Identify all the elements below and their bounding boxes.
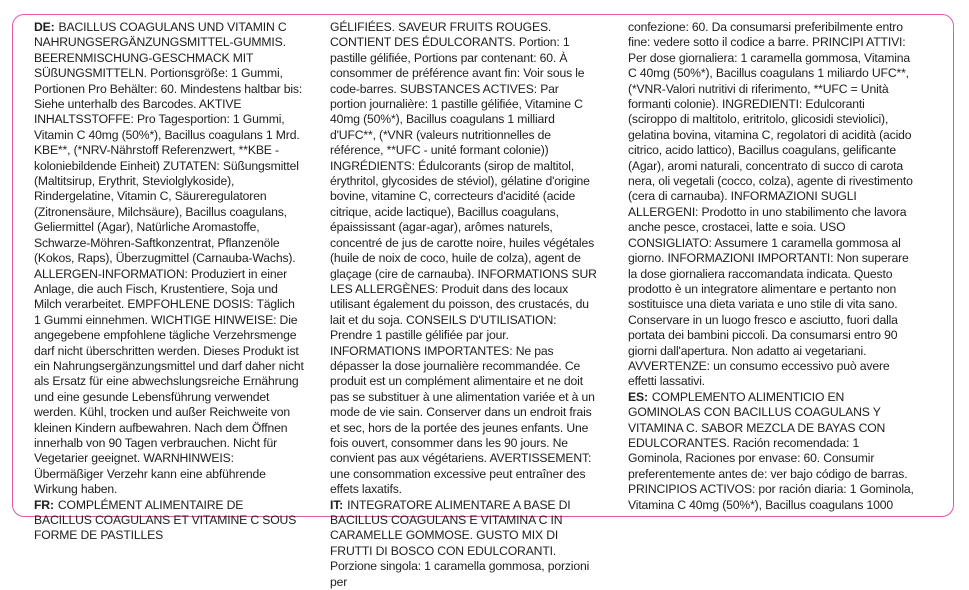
- language-code-es: ES:: [628, 389, 648, 404]
- text-column-3: [628, 20, 914, 510]
- section-es-text: COMPLEMENTO ALIMENTICIO EN GOMINOLAS CON BACILLUS COAGULANS Y VITAMINA C. SABOR MEZCLA DE BAYAS CON EDULCORANTES. Ración recomendada: 1 Gominola, Raciones por envase: 60. Consumir preferentemente antes de: ver bajo código de barras. PRINCIPIOS ACTIVOS: por ración diaria: 1 Gominola, Vitamina C 40mg (50%*), Bacillus coagulans 1000: [628, 389, 914, 512]
- section-fr-text-part2: GÉLIFIÉES. SAVEUR FRUITS ROUGES. CONTIENT DES ÉDULCORANTS. Portion: 1 pastille gélifiée, Portions par contenant: 60. À consommer de préférence avant fin: Voir sous le code-barres. SUBSTANCES ACTIVES: Par portion journalière: 1 pastille gélifiée, Vitamine C 40mg (50%*), Bacillus coagulans 1 milliard d'UFC**, (*VNR (valeurs nutritionnelles de référence, **UFC - unité formant colonie)) INGRÉDIENTS: Édulcorants (sirop de maltitol, érythritol, glycosides de stéviol), gélatine d'origine bovine, vitamine C, correcteurs d'acidité (acide citrique, acide lactique), Bacillus coagulans, épaississant (agar-agar), arômes naturels, concentré de jus de carotte noire, huiles végétales (huile de noix de coco, huile de colza), agent de glaçage (cire de carnauba). INFORMATIONS SUR LES ALLERGÈNES: Produit dans des locaux utilisant également du poisson, des crustacés, du lait et du soja. CONSEILS D'UTILISATION: Prendre 1 pastille gélifiée par jour. INFORMATIONS IMPORTANTES: Ne pas dépasser la dose journalière recommandée. Ce produit est un complément alimentaire et ne doit pas se substituer à une alimentation variée et à un mode de vie sain. Conserver dans un endroit frais et sec, hors de la portée des jeunes enfants. Une fois ouvert, consommer dans les 90 jours. Ne convient pas aux végétariens. AVERTISSEMENT: une consommation excessive peut entraîner des effets laxatifs.: [330, 20, 597, 497]
- section-it-continued: [628, 20, 914, 390]
- text-column-2: [330, 20, 598, 589]
- language-code-it: IT:: [330, 497, 344, 512]
- section-fr-start: [34, 498, 304, 544]
- text-column-1: [34, 20, 304, 543]
- section-es: [628, 390, 914, 513]
- section-fr-text-part1: COMPLÉMENT ALIMENTAIRE DE BACILLUS COAGULANS ET VITAMINE C SOUS FORME DE PASTILLES: [34, 497, 297, 543]
- section-it-start: [330, 498, 598, 590]
- section-de-text: BACILLUS COAGULANS UND VITAMIN C NAHRUNGSERGÄNZUNGSMITTEL-GUMMIS. BEERENMISCHUNG-GESCHMACK MIT SÜßUNGSMITTELN. Portionsgröße: 1 Gummi, Portionen Pro Behälter: 60. Mindestens haltbar bis: Siehe unterhalb des Barcodes. AKTIVE INHALTSSTOFFE: Pro Tagesportion: 1 Gummi, Vitamin C 40mg (50%*), Bacillus coagulans 1 Mrd. KBE**, (*NRV-Nährstoff Referenzwert, **KBE - koloniebildende Einheit) ZUTATEN: Süßungsmittel (Maltitsirup, Erythrit, Steviolglykoside), Rindergelatine, Vitamin C, Säureregulatoren (Zitronensäure, Milchsäure), Bacillus coagulans, Geliermittel (Agar), Natürliche Aromastoffe, Schwarze-Möhren-Saftkonzentrat, Pflanzenöle (Kokos, Raps), Überzugmittel (Carnauba-Wachs). ALLERGEN-INFORMATION: Produziert in einer Anlage, die auch Fisch, Krustentiere, Soja und Milch verarbeitet. EMPFOHLENE DOSIS: Täglich 1 Gummi einnehmen. WICHTIGE HINWEISE: Die angegebene empfohlene tägliche Verzehrsmenge darf nicht überschritten werden. Dieses Produkt ist ein Nahrungsergänzungsmittel und darf daher nicht als Ersatz für eine abwechslungsreiche Ernährung und eine gesunde Lebensführung verwendet werden. Kühl, trocken und außer Reichweite von kleinen Kindern aufbewahren. Nach dem Öffnen innerhalb von 90 Tagen verbrauchen. Nicht für Vegetarier geeignet. WARNHINWEIS: Übermäßiger Verzehr kann eine abführende Wirkung haben.: [34, 20, 304, 497]
- section-de: [34, 20, 304, 498]
- section-fr-continued: [330, 20, 598, 498]
- section-it-text-part2: confezione: 60. Da consumarsi preferibilmente entro fine: vedere sotto il codice a barre. PRINCIPI ATTIVI: Per dose giornaliera: 1 caramella gommosa, Vitamina C 40mg (50%*), Bacillus coagulans 1 miliardo UFC**, (*VNR-Valori nutritivi di riferimento, **UFC = Unità formanti colonie). INGREDIENTI: Edulcoranti (sciroppo di maltitolo, eritritolo, glicosidi steviolici), gelatina bovina, vitamina C, regolatori di acidità (acido citrico, acido lattico), Bacillus coagulans, gelificante (Agar), aromi naturali, concentrato di succo di carota nera, oli vegetali (cocco, colza), agente di rivestimento (cera di carnauba). INFORMAZIONI SUGLI ALLERGENI: Prodotto in uno stabilimento che lavora anche pesce, crostacei, latte e soia. USO CONSIGLIATO: Assumere 1 caramella gommosa al giorno. INFORMAZIONI IMPORTANTI: Non superare la dose giornaliera raccomandata indicata. Questo prodotto è un integratore alimentare e pertanto non sostituisce una dieta variata e uno stile di vita sano. Conservare in un luogo fresco e asciutto, fuori dalla portata dei bambini piccoli. Da consumarsi entro 90 giorni dall'apertura. Non adatto ai vegetariani. AVVERTENZE: un consumo eccessivo può avere effetti lassativi.: [628, 20, 913, 389]
- language-code-de: DE:: [34, 20, 55, 34]
- language-code-fr: FR:: [34, 497, 54, 512]
- section-it-text-part1: INTEGRATORE ALIMENTARE A BASE DI BACILLUS COAGULANS E VITAMINA C IN CARAMELLE GOMMOSE. GUSTO MIX DI FRUTTI DI BOSCO CON EDULCORANTI. Porzione singola: 1 caramella gommosa, porzioni per: [330, 497, 590, 589]
